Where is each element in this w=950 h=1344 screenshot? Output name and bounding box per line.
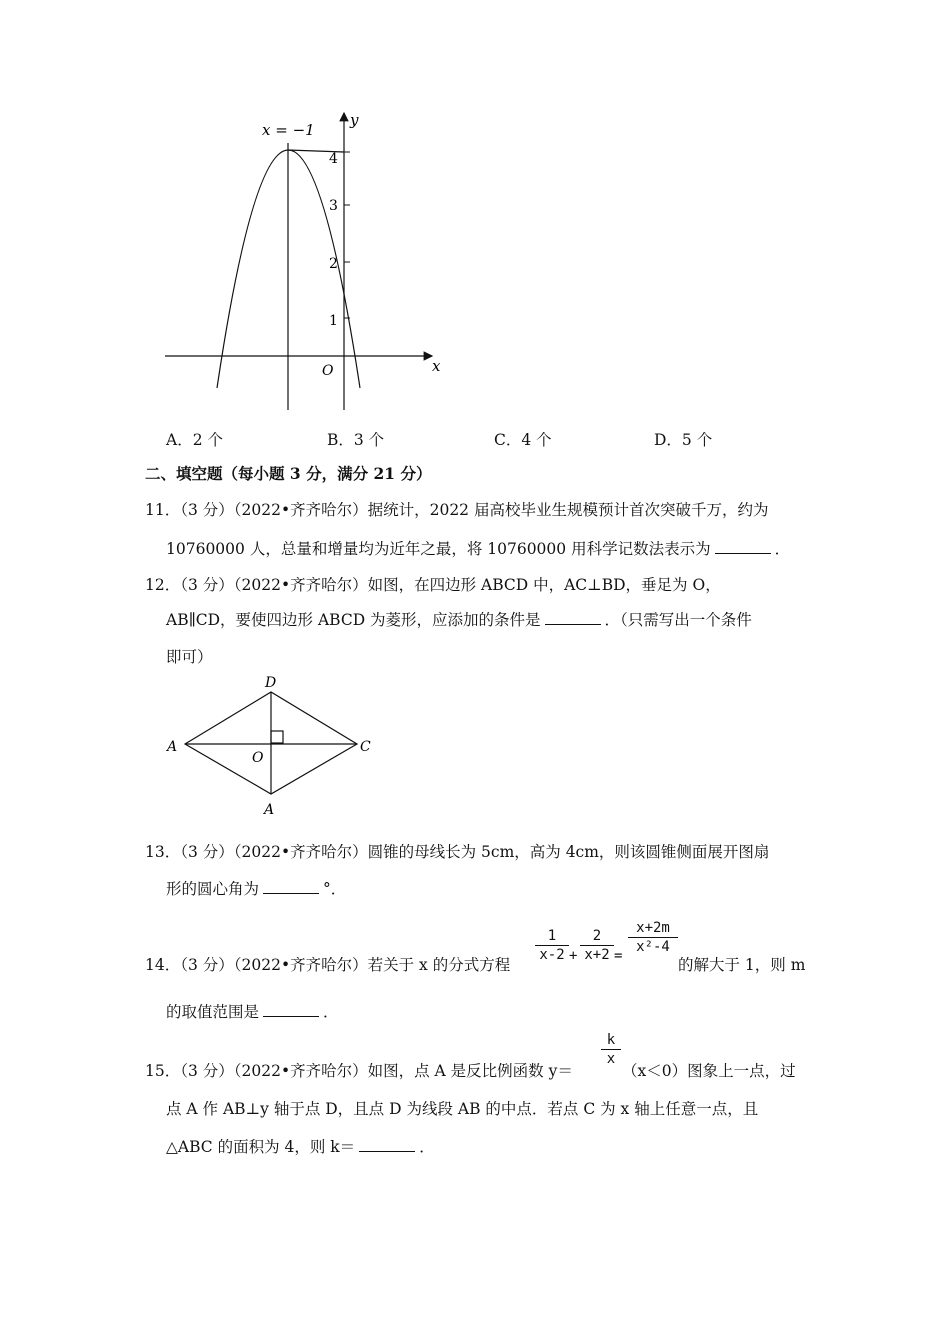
- q12-line2: AB∥CD，要使四边形 ABCD 为菱形，应添加的条件是 ．（只需写出一个条件: [166, 611, 752, 629]
- q14-line2: 的取值范围是 ．: [166, 1003, 339, 1021]
- q14-line1b: 的解大于 1，则 m: [678, 956, 806, 974]
- q14-plus: +: [569, 948, 578, 964]
- label-d: D: [265, 675, 277, 691]
- option-b: B．3 个: [327, 431, 385, 449]
- tick-3: 3: [329, 198, 338, 214]
- q11-line1: 11．（3 分）（2022•齐齐哈尔）据统计，2022 届高校毕业生规模预计首次突破千万，约为: [145, 501, 769, 519]
- y-axis-label: y: [350, 111, 359, 129]
- q15-line3: △ABC 的面积为 4，则 k＝ ．: [166, 1138, 435, 1156]
- label-o: O: [252, 750, 264, 766]
- q14-line1a: 14．（3 分）（2022•齐齐哈尔）若关于 x 的分式方程: [145, 956, 511, 974]
- label-a-left: A: [167, 739, 178, 755]
- q12-line1: 12．（3 分）（2022•齐齐哈尔）如图，在四边形 ABCD 中，AC⊥BD，垂足为 O，: [145, 576, 721, 594]
- q13-line1: 13．（3 分）（2022•齐齐哈尔）圆锥的母线长为 5cm，高为 4cm，则该圆锥侧面展开图扇: [145, 843, 770, 861]
- q15-blank[interactable]: [359, 1137, 415, 1152]
- rhombus-figure: [160, 670, 380, 820]
- q14-frac1: 1 x-2: [535, 928, 569, 963]
- q13-blank[interactable]: [263, 879, 319, 894]
- q14-equals: =: [614, 948, 623, 964]
- symmetry-label: x = −1: [262, 121, 315, 139]
- tick-1: 1: [329, 313, 338, 329]
- option-a: A．2 个: [166, 431, 223, 449]
- q14-blank[interactable]: [263, 1002, 319, 1017]
- q11-blank[interactable]: [715, 539, 771, 554]
- option-c: C．4 个: [494, 431, 552, 449]
- q12-line3: 即可）: [166, 648, 213, 666]
- label-c: C: [360, 739, 371, 755]
- tick-2: 2: [329, 256, 338, 272]
- q14-frac3: x+2m x²-4: [628, 920, 678, 955]
- q15-frac: k x: [601, 1032, 621, 1067]
- option-d: D．5 个: [654, 431, 713, 449]
- parabola-graph: [160, 105, 450, 420]
- q11-line2: 10760000 人，总量和增量均为近年之最，将 10760000 用科学记数法表示为 ．: [166, 540, 791, 558]
- q13-line2: 形的圆心角为 °．: [166, 880, 347, 898]
- label-a-bottom: A: [264, 802, 275, 818]
- q15-line1b: （x＜0）图象上一点，过: [622, 1062, 796, 1080]
- q12-blank[interactable]: [545, 610, 601, 625]
- q15-line1a: 15．（3 分）（2022•齐齐哈尔）如图，点 A 是反比例函数 y＝: [145, 1062, 573, 1080]
- q15-line2: 点 A 作 AB⊥y 轴于点 D，且点 D 为线段 AB 的中点．若点 C 为 x 轴上任意一点，且: [166, 1100, 759, 1118]
- section-title: 二、填空题（每小题 3 分，满分 21 分）: [145, 464, 432, 483]
- tick-4: 4: [329, 151, 338, 167]
- x-axis-label: x: [432, 357, 441, 375]
- origin-label: O: [322, 363, 334, 379]
- q14-frac2: 2 x+2: [580, 928, 614, 963]
